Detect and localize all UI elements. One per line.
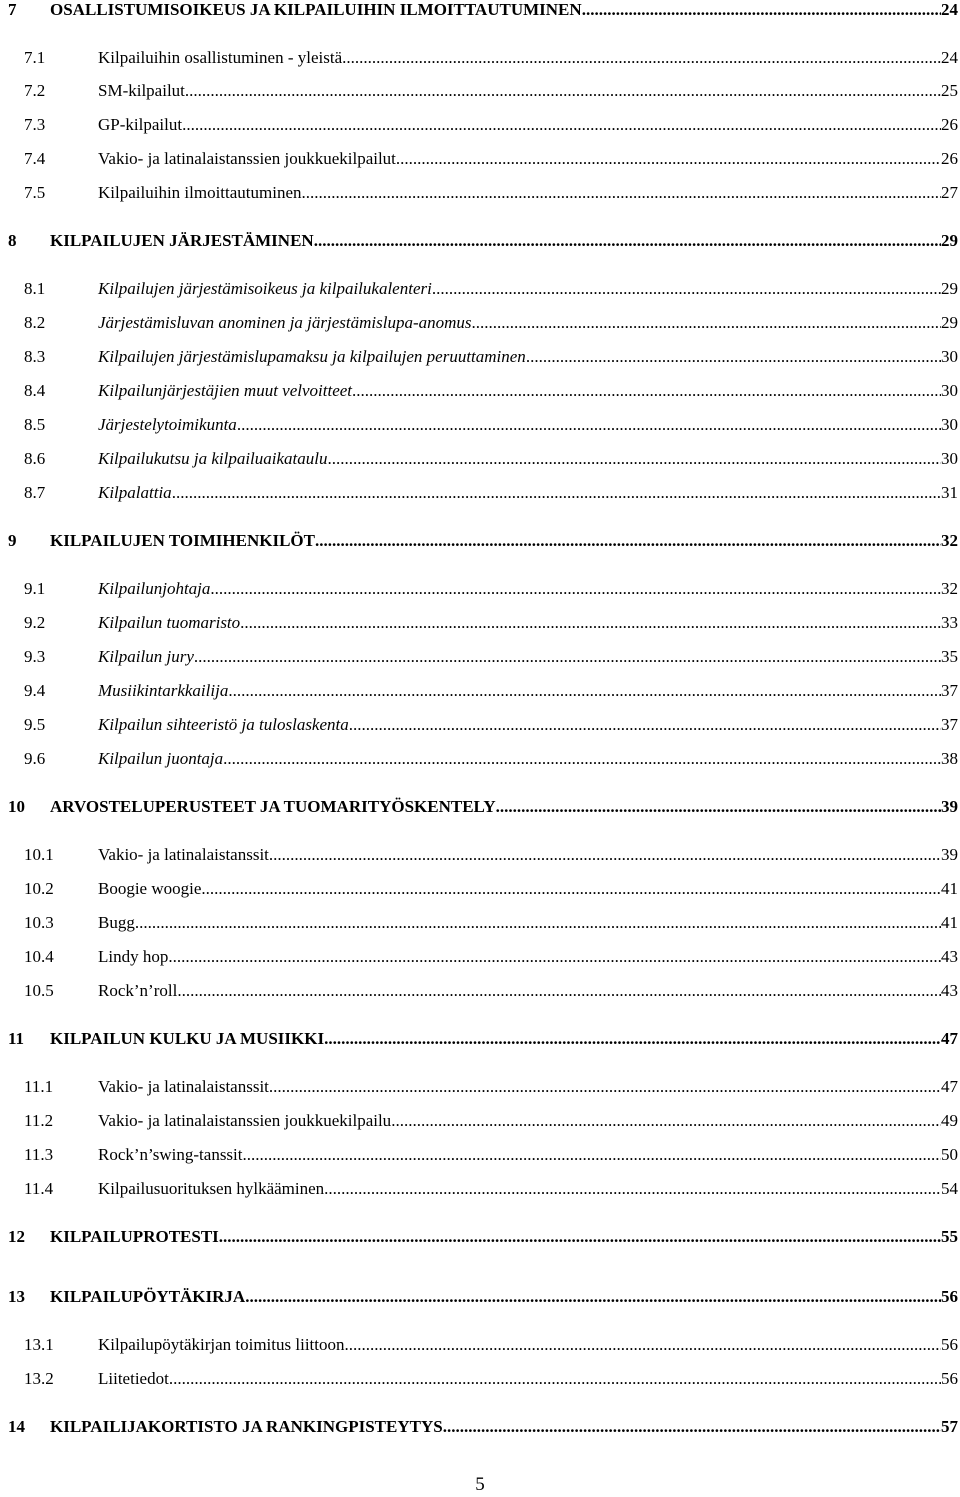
toc-entry-title: OSALLISTUMISOIKEUS JA KILPAILUIHIN ILMOITTAUTUMINEN bbox=[50, 0, 582, 19]
toc-leader-dots bbox=[237, 415, 941, 435]
toc-leader-dots bbox=[169, 1369, 941, 1389]
toc-leader-dots bbox=[328, 449, 942, 469]
toc-entry-number: 9.6 bbox=[24, 749, 46, 768]
toc-section-entry[interactable] bbox=[0, 145, 958, 169]
toc-leader-dots bbox=[443, 1417, 941, 1437]
toc-entry-page: 41 bbox=[941, 913, 958, 932]
toc-leader-dots bbox=[432, 279, 941, 299]
toc-entry-title: Bugg bbox=[98, 913, 135, 932]
toc-entry-title: Kilpailun jury bbox=[98, 647, 194, 666]
toc-entry-title: Kilpailusuorituksen hylkääminen bbox=[98, 1179, 325, 1198]
toc-entry-number: 11.3 bbox=[24, 1145, 54, 1164]
toc-entry-number: 13 bbox=[8, 1287, 25, 1306]
toc-entry-page: 37 bbox=[941, 681, 958, 700]
toc-entry-page: 43 bbox=[941, 981, 958, 1000]
toc-entry-title: Kilpailun sihteeristö ja tuloslaskenta bbox=[98, 715, 349, 734]
toc-entry-number: 9.4 bbox=[24, 681, 46, 700]
toc-entry-number: 8.4 bbox=[24, 381, 46, 400]
toc-section-entry[interactable] bbox=[0, 411, 958, 435]
toc-entry-title: SM-kilpailut bbox=[98, 81, 185, 100]
toc-leader-dots bbox=[135, 913, 941, 933]
toc-section-entry[interactable] bbox=[0, 575, 958, 599]
toc-leader-dots bbox=[352, 381, 941, 401]
toc-entry-number: 8.1 bbox=[24, 279, 46, 298]
toc-section-entry[interactable] bbox=[0, 44, 958, 68]
toc-entry-title: Boogie woogie bbox=[98, 879, 202, 898]
toc-section-entry[interactable] bbox=[0, 77, 958, 101]
toc-entry-title: GP-kilpailut bbox=[98, 115, 183, 134]
toc-entry-number: 8.6 bbox=[24, 449, 46, 468]
toc-entry-title: Liitetiedot bbox=[98, 1369, 169, 1388]
toc-entry-title: Kilpailuihin osallistuminen - yleistä bbox=[98, 48, 343, 67]
toc-leader-dots bbox=[526, 347, 941, 367]
toc-chapter-entry[interactable] bbox=[0, 1025, 958, 1049]
toc-entry-page: 47 bbox=[941, 1029, 958, 1048]
toc-section-entry[interactable] bbox=[0, 643, 958, 667]
toc-entry-number: 8.2 bbox=[24, 313, 46, 332]
toc-leader-dots bbox=[496, 797, 941, 817]
toc-entry-page: 25 bbox=[941, 81, 958, 100]
toc-entry-number: 13.2 bbox=[24, 1369, 54, 1388]
toc-entry-title: Kilpailupöytäkirjan toimitus liittoon bbox=[98, 1335, 345, 1354]
toc-entry-title: Kilpailuihin ilmoittautuminen bbox=[98, 183, 302, 202]
toc-entry-title: Kilpailunjohtaja bbox=[98, 579, 211, 598]
toc-entry-number: 9.1 bbox=[24, 579, 46, 598]
toc-chapter-entry[interactable] bbox=[0, 1413, 958, 1437]
page-number: 5 bbox=[475, 1474, 485, 1495]
toc-entry-page: 39 bbox=[941, 797, 958, 816]
toc-entry-title: Kilpailun tuomaristo bbox=[98, 613, 241, 632]
toc-leader-dots bbox=[391, 1111, 941, 1131]
toc-leader-dots bbox=[177, 981, 941, 1001]
toc-section-entry[interactable] bbox=[0, 1175, 958, 1199]
toc-leader-dots bbox=[344, 1335, 941, 1355]
toc-leader-dots bbox=[210, 579, 941, 599]
toc-entry-number: 11 bbox=[8, 1029, 25, 1048]
toc-section-entry[interactable] bbox=[0, 609, 958, 633]
toc-entry-page: 32 bbox=[941, 579, 958, 598]
toc-leader-dots bbox=[582, 0, 941, 20]
toc-entry-number: 7.4 bbox=[24, 149, 46, 168]
toc-entry-page: 30 bbox=[941, 449, 958, 468]
toc-entry-page: 27 bbox=[941, 183, 958, 202]
toc-entry-number: 8.3 bbox=[24, 347, 46, 366]
toc-leader-dots bbox=[219, 1227, 941, 1247]
toc-section-entry[interactable] bbox=[0, 977, 958, 1001]
toc-entry-number: 10 bbox=[8, 797, 25, 816]
toc-section-entry[interactable] bbox=[0, 1331, 958, 1355]
toc-entry-page: 24 bbox=[941, 48, 958, 67]
toc-entry-number: 10.4 bbox=[24, 947, 54, 966]
toc-entry-title: Järjestelytoimikunta bbox=[98, 415, 237, 434]
toc-entry-page: 38 bbox=[941, 749, 958, 768]
toc-entry-page: 43 bbox=[941, 947, 958, 966]
toc-leader-dots bbox=[194, 647, 941, 667]
toc-entry-number: 8.7 bbox=[24, 483, 46, 502]
toc-entry-page: 37 bbox=[941, 715, 958, 734]
toc-section-entry[interactable] bbox=[0, 377, 958, 401]
toc-entry-page: 56 bbox=[941, 1369, 958, 1388]
toc-section-entry[interactable] bbox=[0, 1141, 958, 1165]
toc-section-entry[interactable] bbox=[0, 841, 958, 865]
toc-leader-dots bbox=[314, 231, 941, 251]
toc-entry-title: Kilpailukutsu ja kilpailuaikataulu bbox=[98, 449, 328, 468]
toc-entry-page: 50 bbox=[941, 1145, 958, 1164]
toc-entry-number: 9.5 bbox=[24, 715, 46, 734]
toc-entry-title: KILPAILUN KULKU JA MUSIIKKI bbox=[50, 1029, 325, 1048]
toc-entry-page: 29 bbox=[941, 279, 958, 298]
toc-entry-title: Vakio- ja latinalaistanssien joukkuekilpailut bbox=[98, 149, 396, 168]
toc-section-entry[interactable] bbox=[0, 445, 958, 469]
toc-entry-page: 33 bbox=[941, 613, 958, 632]
toc-entry-title: KILPAILUJEN TOIMIHENKILÖT bbox=[50, 531, 315, 550]
toc-leader-dots bbox=[269, 845, 941, 865]
toc-chapter-entry[interactable] bbox=[0, 793, 958, 817]
toc-section-entry[interactable] bbox=[0, 343, 958, 367]
toc-entry-title: ARVOSTELUPERUSTEET JA TUOMARITYÖSKENTELY bbox=[50, 797, 496, 816]
toc-section-entry[interactable] bbox=[0, 1365, 958, 1389]
toc-entry-title: KILPAILUPROTESTI bbox=[50, 1227, 219, 1246]
toc-entry-page: 57 bbox=[941, 1417, 958, 1436]
toc-entry-page: 47 bbox=[941, 1077, 958, 1096]
toc-section-entry[interactable] bbox=[0, 1073, 958, 1097]
toc-entry-page: 55 bbox=[941, 1227, 958, 1246]
toc-entry-title: Rock’n’roll bbox=[98, 981, 178, 1000]
toc-entry-number: 7.5 bbox=[24, 183, 46, 202]
toc-entry-page: 54 bbox=[941, 1179, 958, 1198]
toc-entry-number: 7.3 bbox=[24, 115, 46, 134]
toc-entry-title: Lindy hop bbox=[98, 947, 169, 966]
toc-entry-page: 30 bbox=[941, 347, 958, 366]
toc-entry-title: Järjestämisluvan anominen ja järjestämislupa-anomus bbox=[98, 313, 472, 332]
toc-entry-page: 26 bbox=[941, 149, 958, 168]
toc-entry-page: 24 bbox=[941, 0, 958, 19]
toc-entry-title: Vakio- ja latinalaistanssit bbox=[98, 1077, 269, 1096]
toc-chapter-entry[interactable] bbox=[0, 227, 958, 251]
toc-section-entry[interactable] bbox=[0, 745, 958, 769]
toc-entry-number: 12 bbox=[8, 1227, 25, 1246]
toc-leader-dots bbox=[245, 1287, 941, 1307]
toc-entry-title: Musiikintarkkailija bbox=[98, 681, 229, 700]
toc-entry-page: 35 bbox=[941, 647, 958, 666]
toc-section-entry[interactable] bbox=[0, 711, 958, 735]
toc-leader-dots bbox=[269, 1077, 941, 1097]
toc-entry-page: 29 bbox=[941, 313, 958, 332]
toc-chapter-entry[interactable] bbox=[0, 1223, 958, 1247]
toc-entry-number: 13.1 bbox=[24, 1335, 54, 1354]
toc-leader-dots bbox=[182, 115, 941, 135]
toc-leader-dots bbox=[243, 1145, 942, 1165]
toc-entry-page: 30 bbox=[941, 381, 958, 400]
toc-section-entry[interactable] bbox=[0, 909, 958, 933]
toc-leader-dots bbox=[172, 483, 941, 503]
toc-entry-page: 39 bbox=[941, 845, 958, 864]
toc-section-entry[interactable] bbox=[0, 179, 958, 203]
toc-entry-title: Rock’n’swing-tanssit bbox=[98, 1145, 243, 1164]
toc-entry-number: 9.2 bbox=[24, 613, 46, 632]
toc-leader-dots bbox=[342, 48, 941, 68]
toc-entry-number: 9 bbox=[8, 531, 17, 550]
toc-entry-title: Kilpailunjärjestäjien muut velvoitteet bbox=[98, 381, 353, 400]
toc-section-entry[interactable] bbox=[0, 677, 958, 701]
toc-leader-dots bbox=[168, 947, 941, 967]
toc-leader-dots bbox=[240, 613, 941, 633]
toc-section-entry[interactable] bbox=[0, 111, 958, 135]
toc-entry-number: 8.5 bbox=[24, 415, 46, 434]
toc-entry-title: Kilpailujen järjestämisoikeus ja kilpailukalenteri bbox=[98, 279, 432, 298]
toc-leader-dots bbox=[396, 149, 941, 169]
toc-chapter-entry[interactable] bbox=[0, 0, 958, 20]
toc-leader-dots bbox=[315, 531, 941, 551]
toc-entry-page: 32 bbox=[941, 531, 958, 550]
toc-leader-dots bbox=[201, 879, 941, 899]
toc-entry-title: Vakio- ja latinalaistanssien joukkuekilpailu bbox=[98, 1111, 392, 1130]
toc-entry-title: KILPAILIJAKORTISTO JA RANKINGPISTEYTYS bbox=[50, 1417, 443, 1436]
toc-leader-dots bbox=[185, 81, 941, 101]
toc-entry-number: 8 bbox=[8, 231, 17, 250]
toc-entry-title: Kilpailujen järjestämislupamaksu ja kilpailujen peruuttaminen bbox=[98, 347, 526, 366]
toc-entry-title: Kilpailun juontaja bbox=[98, 749, 224, 768]
toc-entry-number: 10.3 bbox=[24, 913, 54, 932]
toc-section-entry[interactable] bbox=[0, 875, 958, 899]
toc-leader-dots bbox=[223, 749, 941, 769]
toc-entry-page: 29 bbox=[941, 231, 958, 250]
toc-entry-page: 31 bbox=[941, 483, 958, 502]
toc-entry-number: 11.4 bbox=[24, 1179, 54, 1198]
toc-entry-title: KILPAILUJEN JÄRJESTÄMINEN bbox=[50, 231, 314, 250]
toc-entry-page: 30 bbox=[941, 415, 958, 434]
toc-entry-number: 7.2 bbox=[24, 81, 46, 100]
toc-section-entry[interactable] bbox=[0, 479, 958, 503]
toc-entry-page: 41 bbox=[941, 879, 958, 898]
toc-entry-number: 10.5 bbox=[24, 981, 54, 1000]
toc-section-entry[interactable] bbox=[0, 275, 958, 299]
toc-entry-number: 11.2 bbox=[24, 1111, 54, 1130]
toc-entry-number: 10.2 bbox=[24, 879, 54, 898]
toc-entry-number: 7.1 bbox=[24, 48, 46, 67]
toc-entry-page: 56 bbox=[941, 1287, 958, 1306]
toc-entry-page: 56 bbox=[941, 1335, 958, 1354]
toc-entry-page: 26 bbox=[941, 115, 958, 134]
toc-leader-dots bbox=[349, 715, 941, 735]
toc-entry-number: 7 bbox=[8, 0, 17, 19]
toc-section-entry[interactable] bbox=[0, 1107, 958, 1131]
toc-leader-dots bbox=[302, 183, 941, 203]
toc-entry-number: 14 bbox=[8, 1417, 25, 1436]
toc-leader-dots bbox=[228, 681, 941, 701]
toc-leader-dots bbox=[324, 1029, 941, 1049]
toc-entry-page: 49 bbox=[941, 1111, 958, 1130]
toc-leader-dots bbox=[472, 313, 941, 333]
toc-chapter-entry[interactable] bbox=[0, 1283, 958, 1307]
toc-section-entry[interactable] bbox=[0, 309, 958, 333]
toc-section-entry[interactable] bbox=[0, 943, 958, 967]
toc-entry-number: 9.3 bbox=[24, 647, 46, 666]
toc-entry-number: 11.1 bbox=[24, 1077, 54, 1096]
toc-entry-title: Vakio- ja latinalaistanssit bbox=[98, 845, 269, 864]
toc-entry-number: 10.1 bbox=[24, 845, 54, 864]
toc-leader-dots bbox=[324, 1179, 941, 1199]
toc-entry-title: KILPAILUPÖYTÄKIRJA bbox=[50, 1287, 246, 1306]
toc-chapter-entry[interactable] bbox=[0, 527, 958, 551]
toc-entry-title: Kilpalattia bbox=[98, 483, 172, 502]
